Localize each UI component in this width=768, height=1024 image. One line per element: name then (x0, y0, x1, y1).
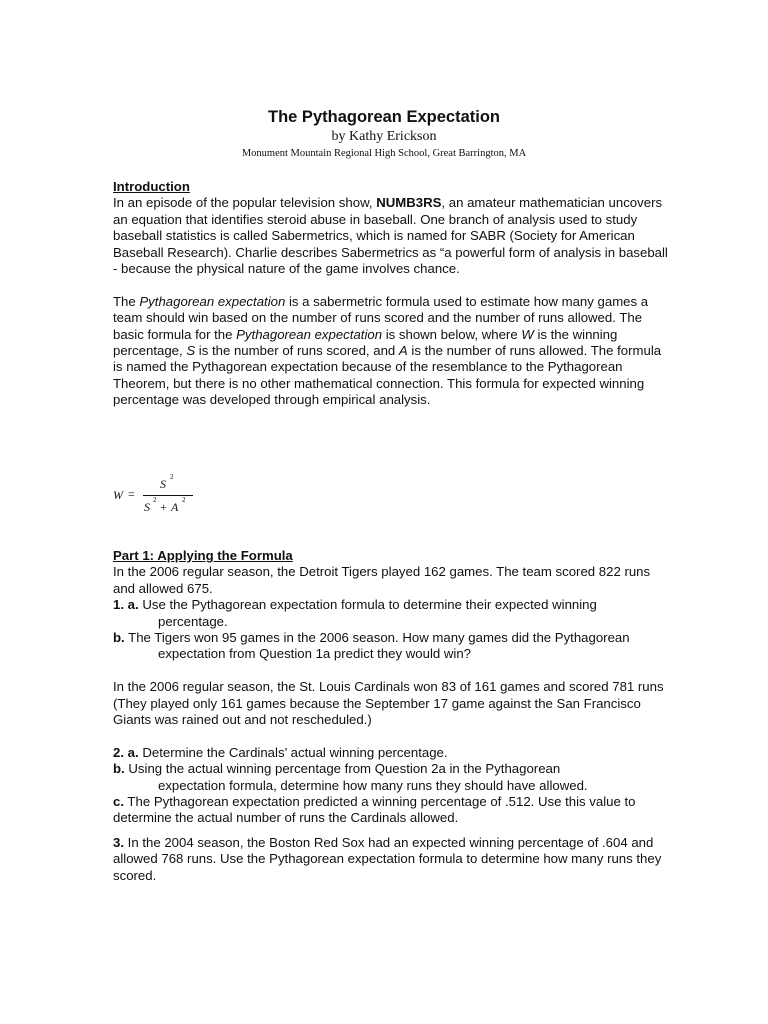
question-1b-cont: expectation from Question 1a predict they would win? (158, 646, 472, 662)
question-1b: b. The Tigers won 95 games in the 2006 season. How many games did the Pythagorean (113, 630, 630, 646)
question-2b-cont: expectation formula, determine how many runs they should have allowed. (158, 777, 588, 793)
document-title: The Pythagorean Expectation (268, 108, 500, 126)
question-1a-cont: percentage. (158, 613, 228, 629)
intro-paragraph-1: In an episode of the popular television show, NUMB3RS, an amateur mathematician uncovers an equation that identifies steroid abuse in baseball. One branch of analysis used to study baseball statistics is called Sabermetrics, which is named for SABR (Society for American Baseball Research). Charlie describes Sabermetrics as “a powerful form of analysis in baseball - because the physical nature of the game involves chance. (113, 195, 668, 277)
question-2a: 2. a. Determine the Cardinals’ actual winning percentage. (113, 744, 448, 760)
question-2c: c. The Pythagorean expectation predicted a winning percentage of .512. Use this value to determine the actual number of runs the Cardinals allowed. (113, 794, 636, 826)
part1-section (113, 548, 668, 884)
pythagorean-formula: W = S 2 S 2 + A 2 (113, 474, 233, 524)
cardinals-paragraph: In the 2006 regular season, the St. Louis Cardinals won 83 of 161 games and scored 781 runs (They played only 161 games because the September 17 game against the San Francisco Giants was rained out and not rescheduled.) (113, 679, 664, 728)
introduction-section (113, 179, 668, 409)
question-2b: b. Using the actual winning percentage from Question 2a in the Pythagorean (113, 761, 561, 777)
school-line: Monument Mountain Regional High School, Great Barrington, MA (241, 148, 527, 159)
intro-paragraph-2: The Pythagorean expectation is a sabermetric formula used to estimate how many games a team should win based on the number of runs scored and the number of runs allowed. The basic formula for the Pythagorean expectation is shown below, where W is the winning percentage, S is the number of runs scored, and A is the number of runs allowed. The formula is named the Pythagorean expectation because of the resemblance to the Pythagorean Theorem, but there is no other mathematical connection. This formula for expected winning percentage was developed through empirical analysis. (113, 293, 662, 408)
question-3: 3. In the 2004 season, the Boston Red Sox had an expected winning percentage of .604 and allowed 768 runs. Use the Pythagorean expectation formula to determine how many runs they scored. (113, 834, 662, 883)
tigers-intro: In the 2006 regular season, the Detroit Tigers played 162 games. The team scored 822 runs and allowed 675. (113, 564, 651, 596)
question-1a: 1. a. Use the Pythagorean expectation formula to determine their expected winning (113, 597, 597, 613)
introduction-heading: Introduction (113, 179, 190, 194)
author-line: by Kathy Erickson (331, 129, 437, 144)
part1-heading: Part 1: Applying the Formula (113, 548, 293, 563)
